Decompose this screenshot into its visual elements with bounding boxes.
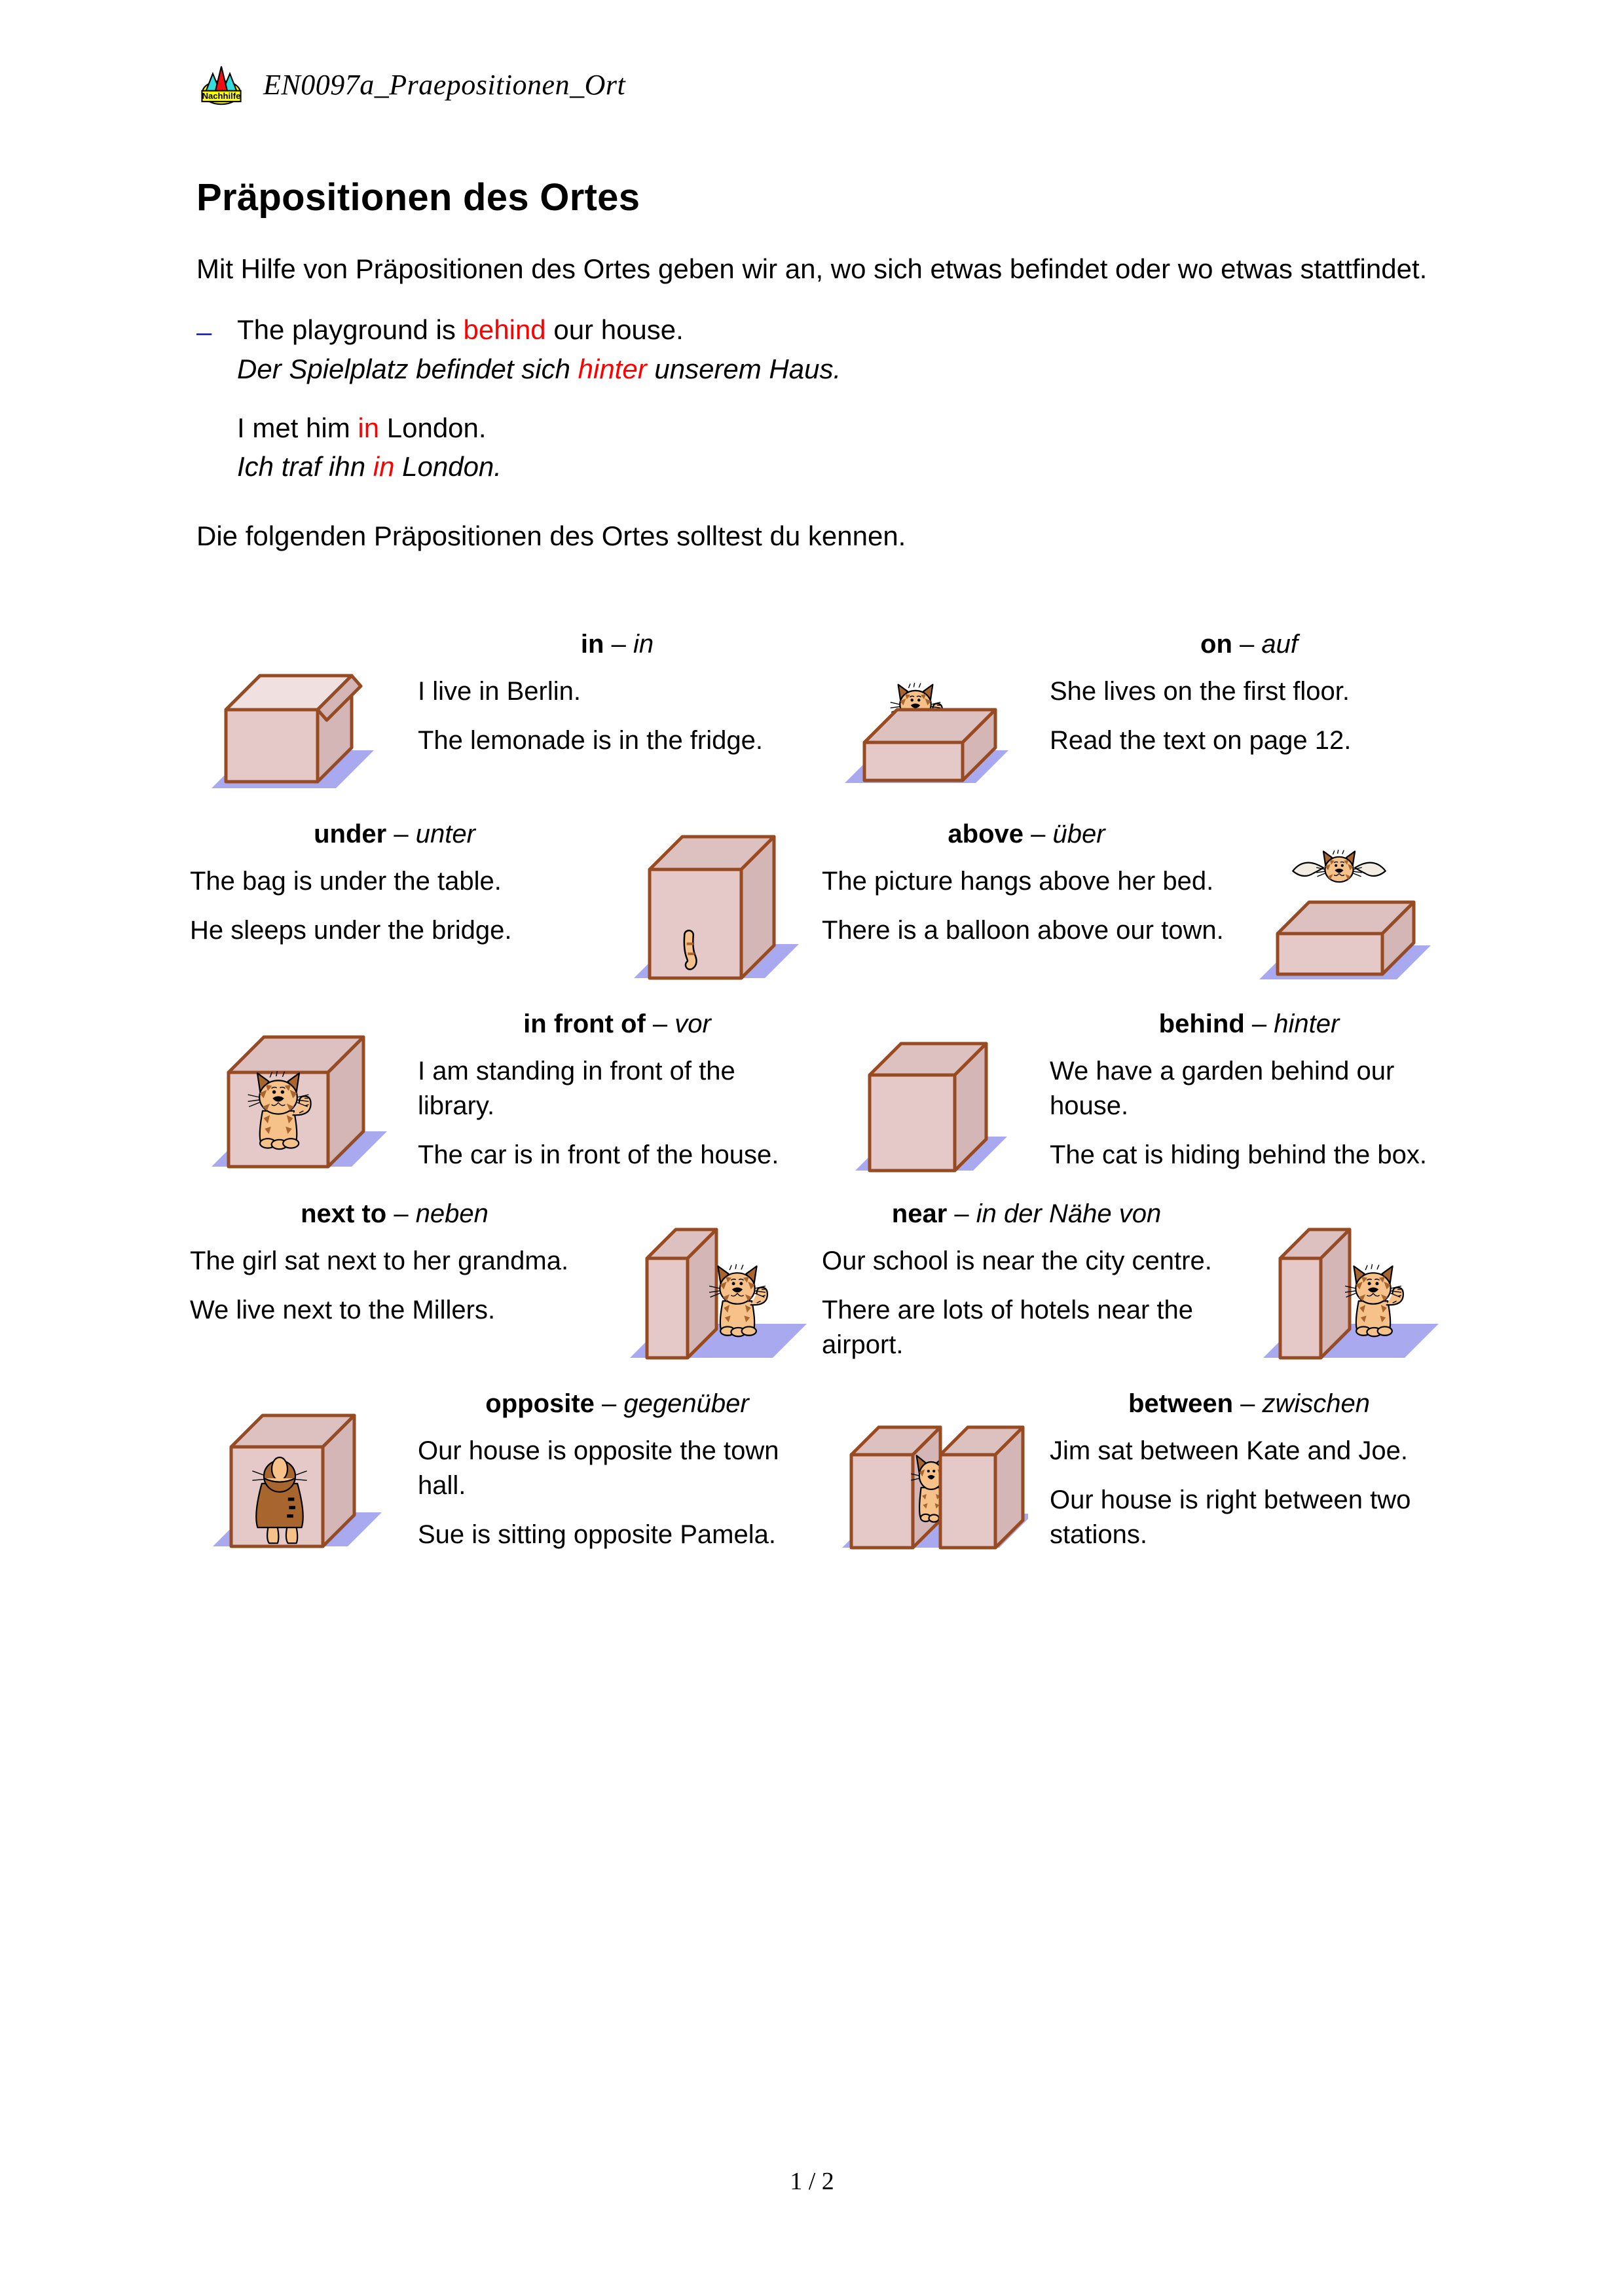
preposition-card-next-to xyxy=(190,1198,822,1379)
example-sentence-en: I met him in London. xyxy=(237,412,487,443)
lead-in-paragraph: Die folgenden Präpositionen des Ortes solltest du kennen. xyxy=(196,520,906,551)
svg-text:Nachhilfe: Nachhilfe xyxy=(202,91,241,101)
cat-under-box-illustration xyxy=(606,818,822,999)
example-sentence: We live next to the Millers. xyxy=(190,1296,496,1325)
preposition-text-block xyxy=(1038,1388,1454,1569)
preposition-text-block xyxy=(822,818,1238,999)
page-title: Präpositionen des Ortes xyxy=(196,176,640,219)
cat-behind-box-illustration xyxy=(822,1008,1038,1189)
preposition-en: under xyxy=(314,820,387,848)
preposition-row xyxy=(190,1198,1454,1379)
preposition-heading xyxy=(822,1198,1231,1230)
preposition-heading xyxy=(822,818,1231,850)
preposition-en: on xyxy=(1200,630,1232,659)
example-sentence: He sleeps under the bridge. xyxy=(190,916,512,945)
preposition-en: between xyxy=(1128,1389,1234,1418)
example-sentence-de: Der Spielplatz befindet sich hinter unserem Haus. xyxy=(237,354,841,385)
preposition-en: in xyxy=(580,630,604,659)
preposition-card-under xyxy=(190,818,822,999)
preposition-de: hinter xyxy=(1274,1010,1340,1038)
preposition-grid xyxy=(190,629,1454,1578)
document-header xyxy=(196,63,625,106)
preposition-separator: – xyxy=(1233,1389,1263,1418)
intro-section xyxy=(196,175,1454,554)
preposition-de: vor xyxy=(674,1010,711,1038)
bullet-dash-icon: – xyxy=(196,316,212,348)
preposition-heading xyxy=(418,629,817,660)
preposition-heading xyxy=(418,1388,817,1419)
example-sentence: Our house is right between two stations. xyxy=(1050,1485,1411,1550)
preposition-separator: – xyxy=(594,1389,624,1418)
highlight-preposition: in xyxy=(373,451,395,483)
preposition-text-block xyxy=(190,1198,606,1379)
page-number: 1 / 2 xyxy=(790,2168,834,2195)
example-sentence-en: The playground is behind our house. xyxy=(237,314,684,346)
preposition-text-block xyxy=(1038,1008,1454,1189)
preposition-heading xyxy=(1050,629,1449,660)
preposition-row xyxy=(190,629,1454,809)
example-sentence: Sue is sitting opposite Pamela. xyxy=(418,1520,776,1550)
preposition-text-block xyxy=(406,1388,822,1569)
preposition-row xyxy=(190,1388,1454,1569)
preposition-card-in-front-of xyxy=(190,1008,822,1189)
preposition-row xyxy=(190,1008,1454,1189)
preposition-heading xyxy=(190,818,599,850)
cat-on-box-illustration xyxy=(822,629,1038,809)
example-sentence: The cat is hiding behind the box. xyxy=(1050,1140,1427,1170)
example-sentence: I am standing in front of the library. xyxy=(418,1057,735,1121)
cat-opposite-box-illustration xyxy=(190,1388,406,1569)
preposition-en: next to xyxy=(301,1199,387,1228)
preposition-heading xyxy=(418,1008,817,1040)
cat-next-to-box-illustration xyxy=(606,1198,822,1379)
example-sentence: The picture hangs above her bed. xyxy=(822,867,1214,896)
highlight-preposition: behind xyxy=(463,314,546,346)
example-sentence: We have a garden behind our house. xyxy=(1050,1057,1395,1121)
example-sentence: Our house is opposite the town hall. xyxy=(418,1436,779,1501)
preposition-separator: – xyxy=(386,820,416,848)
preposition-separator: – xyxy=(604,630,633,659)
example-sentence: I live in Berlin. xyxy=(418,677,581,706)
preposition-card-on xyxy=(822,629,1454,809)
highlight-preposition: in xyxy=(358,412,380,443)
preposition-separator: – xyxy=(386,1199,416,1228)
page-footer xyxy=(0,2167,1624,2196)
preposition-separator: – xyxy=(645,1010,675,1038)
preposition-heading xyxy=(1050,1388,1449,1419)
preposition-card-near xyxy=(822,1198,1454,1379)
preposition-text-block xyxy=(406,1008,822,1189)
preposition-en: in front of xyxy=(523,1010,646,1038)
preposition-text-block xyxy=(1038,629,1454,809)
preposition-de: in xyxy=(633,630,654,659)
cat-between-boxes-illustration xyxy=(822,1388,1038,1569)
example-sentence: The bag is under the table. xyxy=(190,867,502,896)
preposition-de: in der Nähe von xyxy=(976,1199,1162,1228)
preposition-separator: – xyxy=(1244,1010,1274,1038)
example-sentence: The girl sat next to her grandma. xyxy=(190,1247,569,1275)
preposition-en: above xyxy=(948,820,1024,848)
preposition-card-opposite xyxy=(190,1388,822,1569)
example-sentence: There is a balloon above our town. xyxy=(822,916,1224,945)
cat-in-box-illustration xyxy=(190,629,406,809)
preposition-de: unter xyxy=(415,820,475,848)
preposition-row xyxy=(190,818,1454,999)
intro-paragraph: Mit Hilfe von Präpositionen des Ortes geben wir an, wo sich etwas befindet oder wo etwas stattfindet. xyxy=(196,253,1428,284)
preposition-card-behind xyxy=(822,1008,1454,1189)
nachhilfe-logo-icon xyxy=(196,63,246,106)
preposition-card-in xyxy=(190,629,822,809)
example-sentence-de: Ich traf ihn in London. xyxy=(237,451,502,483)
example-sentence: She lives on the first floor. xyxy=(1050,677,1350,706)
example-sentence: Jim sat between Kate and Joe. xyxy=(1050,1436,1408,1465)
preposition-card-above xyxy=(822,818,1454,999)
preposition-separator: – xyxy=(1024,820,1053,848)
preposition-heading xyxy=(1050,1008,1449,1040)
preposition-de: auf xyxy=(1261,630,1298,659)
document-filename: EN0097a_Praepositionen_Ort xyxy=(263,68,626,101)
highlight-preposition: hinter xyxy=(578,354,647,385)
example-sentence: Read the text on page 12. xyxy=(1050,726,1352,756)
preposition-de: gegenüber xyxy=(623,1389,749,1418)
preposition-text-block xyxy=(190,818,606,999)
preposition-text-block xyxy=(822,1198,1238,1379)
cat-near-box-illustration xyxy=(1238,1198,1454,1379)
preposition-de: neben xyxy=(415,1199,489,1228)
example-sentence: The car is in front of the house. xyxy=(418,1140,779,1170)
preposition-heading xyxy=(190,1198,599,1230)
preposition-de: zwischen xyxy=(1262,1389,1371,1418)
cat-in-front-of-box-illustration xyxy=(190,1008,406,1189)
preposition-en: behind xyxy=(1158,1010,1245,1038)
example-sentence: Our school is near the city centre. xyxy=(822,1247,1212,1275)
preposition-separator: – xyxy=(1232,630,1262,659)
example-sentence: The lemonade is in the fridge. xyxy=(418,726,763,756)
example-sentence: There are lots of hotels near the airport. xyxy=(822,1296,1193,1360)
preposition-en: opposite xyxy=(485,1389,595,1418)
example-block xyxy=(196,310,1454,486)
preposition-text-block xyxy=(406,629,822,809)
preposition-de: über xyxy=(1052,820,1105,848)
preposition-separator: – xyxy=(947,1199,976,1228)
preposition-en: near xyxy=(891,1199,948,1228)
cat-above-box-illustration xyxy=(1238,818,1454,999)
preposition-card-between xyxy=(822,1388,1454,1569)
